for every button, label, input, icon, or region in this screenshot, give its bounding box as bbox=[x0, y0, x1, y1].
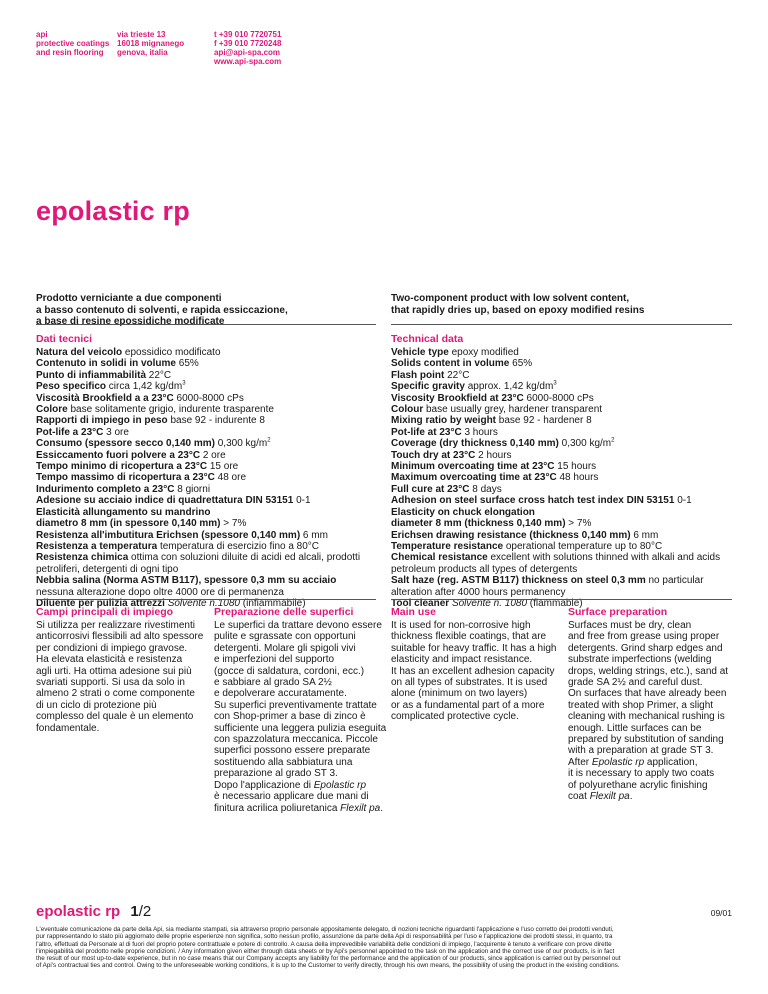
spec-row bbox=[391, 415, 736, 426]
company-address bbox=[117, 30, 184, 57]
technical-data-it bbox=[36, 333, 381, 609]
page-number: 1 bbox=[130, 903, 139, 920]
company-line: api bbox=[36, 30, 48, 39]
intro-line: that rapidly dries up, based on epoxy modified resins bbox=[391, 304, 645, 316]
spec-label: Tempo minimo di ricopertura a 23°C bbox=[36, 461, 208, 473]
spec-value-italic: Solvente n. 1080 bbox=[451, 597, 528, 609]
spec-label: Natura del veicolo bbox=[36, 347, 123, 358]
disclaimer-line: l'impiegabilità del prodotto nelle proprie condizioni. / Any information given either through data sheets or by Api's personnel appointed to the task on the application and the correct use of our products, is in fact bbox=[36, 947, 615, 955]
paragraph-line: and free from grease using proper bbox=[568, 631, 720, 643]
spec-value: 22°C bbox=[444, 369, 470, 381]
spec-value: epossidico modificato bbox=[122, 347, 221, 358]
paragraph-line: Surfaces must be dry, clean bbox=[568, 620, 692, 631]
spec-label: Peso specifico bbox=[36, 381, 107, 393]
surface-prep-section bbox=[568, 606, 738, 803]
paragraph-line: of polyurethane acrylic finishing bbox=[568, 779, 708, 791]
spec-row bbox=[391, 370, 736, 381]
spec-row bbox=[36, 472, 381, 483]
paragraph-line: con Shop-primer a base di zinco è bbox=[214, 711, 366, 723]
spec-value: circa 1,42 $kg/dm^3$ bbox=[106, 380, 186, 393]
page-title: epolastic rp bbox=[36, 196, 190, 226]
spec-row bbox=[36, 381, 381, 392]
spec-label: diameter 8 mm (thickness 0,140 mm) bbox=[391, 518, 566, 530]
spec-label: Vehicle type bbox=[391, 347, 449, 358]
address-line: via trieste 13 bbox=[117, 30, 166, 39]
spec-value: 3 ore bbox=[103, 426, 129, 438]
paragraph-line: detergenti. Molare gli spigoli vivi bbox=[214, 642, 356, 654]
spec-value: 15 hours bbox=[554, 461, 597, 473]
spec-row bbox=[391, 381, 736, 392]
spec-label: Maximum overcoating time at 23°C bbox=[391, 472, 557, 484]
paragraph-line: suitable for heavy traffic. It has a high bbox=[391, 642, 557, 654]
divider bbox=[391, 599, 732, 600]
paragraph-line: Le superfici da trattare devono essere bbox=[214, 620, 382, 631]
campi-section bbox=[36, 606, 211, 734]
spec-value: 2 hours bbox=[475, 449, 512, 461]
spec-value: 6 mm bbox=[630, 529, 659, 541]
paragraph-line: sufficiente una leggera pulizia eseguita bbox=[214, 722, 387, 734]
spec-value: 22°C bbox=[146, 369, 172, 381]
spec-row bbox=[36, 541, 381, 552]
spec-row bbox=[36, 507, 381, 518]
spec-value: temperatura di esercizio fino a 80°C bbox=[157, 540, 320, 552]
paragraph-line: anticorrosivi flessibili ad alto spessore bbox=[36, 631, 204, 643]
spec-label: Resistenza a temperatura bbox=[36, 540, 158, 552]
paragraph-line: e sabbiare al grado SA 2½ bbox=[214, 677, 332, 689]
spec-row bbox=[36, 415, 381, 426]
paragraph-line: substrate imperfections (welding bbox=[568, 654, 712, 666]
spec-label: Colour bbox=[391, 404, 424, 416]
main-use-section bbox=[391, 606, 566, 723]
spec-label: Punto di infiammabilità bbox=[36, 369, 147, 381]
spec-label: Mixing ratio by weight bbox=[391, 415, 497, 427]
paragraph-line: e depolverare accuratamente. bbox=[214, 688, 347, 700]
spec-value: no particular bbox=[645, 575, 704, 587]
spec-row bbox=[391, 575, 736, 586]
spec-label: Solids content in volume bbox=[391, 358, 510, 370]
spec-value: > 7% bbox=[565, 518, 592, 530]
spec-row bbox=[36, 450, 381, 461]
spec-row bbox=[36, 552, 381, 563]
paragraph-line: finitura acrilica poliuretanica Flexilt pa. bbox=[214, 802, 383, 814]
spec-label: diametro 8 mm (in spessore 0,140 mm) bbox=[36, 518, 221, 530]
spec-label: Salt haze (reg. ASTM B117) thickness on steel 0,3 mm bbox=[391, 575, 646, 587]
intro-line: Two-component product with low solvent content, bbox=[391, 293, 630, 304]
spec-value: base usually grey, hardener transparent bbox=[423, 404, 603, 416]
paragraph-line: (gocce di saldatura, cordoni, ecc.) bbox=[214, 665, 365, 677]
preparazione-section bbox=[214, 606, 389, 814]
paragraph-line: complicated protective cycle. bbox=[391, 711, 519, 723]
spec-value: nessuna alterazione dopo oltre 4000 ore di permanenza bbox=[36, 586, 284, 598]
paragraph-line: per condizioni di impiego gravose. bbox=[36, 642, 188, 654]
spec-row bbox=[36, 530, 381, 541]
intro-line: a basso contenuto di solventi, e rapida essiccazione, bbox=[36, 304, 288, 316]
spec-row bbox=[36, 564, 381, 575]
address-line: genova, italia bbox=[117, 48, 168, 57]
spec-value-tail: (infiammabile) bbox=[239, 597, 306, 609]
spec-value: alteration after 4000 hours permanency bbox=[391, 586, 566, 598]
spec-value: 6 mm bbox=[300, 529, 328, 541]
spec-row bbox=[36, 370, 381, 381]
spec-label: Chemical resistance bbox=[391, 552, 488, 564]
spec-value: approx. 1,42 $kg/dm^3$ bbox=[464, 380, 557, 393]
fax: f +39 010 7720248 bbox=[214, 39, 282, 48]
paragraph-line: on all types of substrates. It is used bbox=[391, 677, 548, 689]
spec-label: Tool cleaner bbox=[391, 597, 450, 609]
spec-row bbox=[391, 461, 736, 472]
divider bbox=[36, 599, 376, 600]
paragraph-line: Su superfici preventivamente trattate bbox=[214, 699, 377, 711]
section-heading: Technical data bbox=[391, 333, 464, 345]
spec-value: 8 days bbox=[469, 483, 502, 495]
spec-label: Viscosity Brookfield at 23°C bbox=[391, 392, 524, 404]
paragraph-line: pulite e sgrassate con opportuni bbox=[214, 631, 356, 643]
spec-label: Temperature resistance bbox=[391, 540, 504, 552]
spec-value-italic: Solvente n.1080 bbox=[167, 597, 240, 609]
spec-value: operational temperature up to 80°C bbox=[503, 540, 663, 552]
paragraph-line: thickness flexible coatings, that are bbox=[391, 631, 547, 643]
paragraph-line: almeno 2 strati o come componente bbox=[36, 688, 195, 700]
spec-row bbox=[391, 450, 736, 461]
spec-row bbox=[36, 484, 381, 495]
spec-label: Rapporti di impiego in peso bbox=[36, 415, 168, 427]
spec-value: base solitamente grigio, indurente trasparente bbox=[67, 404, 274, 416]
spec-row bbox=[36, 495, 381, 506]
spec-label: Coverage (dry thickness 0,140 mm) bbox=[391, 438, 559, 450]
spec-row bbox=[36, 358, 381, 369]
spec-value: 6000-8000 cPs bbox=[173, 392, 244, 404]
email-link[interactable]: api@api-spa.com bbox=[214, 48, 281, 57]
spec-row bbox=[391, 495, 736, 506]
paragraph-line: enough. Little surfaces can be bbox=[568, 722, 702, 734]
spec-label: Resistenza chimica bbox=[36, 552, 129, 564]
spec-row bbox=[391, 507, 736, 518]
disclaimer-line: l'altro, effettuati da Personale al di fuori del proprio potere contrattuale e potere di controllo. A causa della imprevedibile variabilità delle condizioni di impiego, l'acquirente è tenuto a verificare con prove dirette bbox=[36, 940, 612, 948]
spec-row bbox=[391, 427, 736, 438]
paragraph-line: prepared by substitution of sanding bbox=[568, 734, 724, 746]
company-line: protective coatings bbox=[36, 39, 110, 48]
intro-it bbox=[36, 293, 376, 328]
spec-value: 6000-8000 cPs bbox=[523, 392, 594, 404]
spec-row bbox=[36, 438, 381, 449]
spec-label: Elasticità allungamento su mandrino bbox=[36, 506, 211, 518]
paragraph-line: or as a fundamental part of a more bbox=[391, 699, 545, 711]
paragraph-line: svariati supporti. Si usa da solo in bbox=[36, 677, 185, 689]
company-contacts bbox=[214, 30, 281, 66]
spec-label: Tempo massimo di ricopertura a 23°C bbox=[36, 472, 215, 484]
disclaimer-line: L'eventuale comunicazione da parte della Api, sia mediante stampati, sia attraverso proprio personale appositamente delegato, di nozioni tecniche riguardanti l'applicazione e l'uso corretto dei prodotti venduti, bbox=[36, 926, 614, 933]
paragraph-line: complesso del quale è un elemento bbox=[36, 711, 194, 723]
spec-label: Consumo (spessore secco 0,140 mm) bbox=[36, 438, 215, 450]
paragraph-line: coat Flexilt pa. bbox=[568, 791, 633, 803]
spec-value: 0,300 $kg/m^2$ bbox=[558, 437, 615, 450]
spec-label: Adesione su acciaio indice di quadrettatura DIN 53151 bbox=[36, 495, 294, 507]
spec-value: 65% bbox=[176, 358, 199, 370]
spec-label: Full cure at 23°C bbox=[391, 483, 470, 495]
spec-row bbox=[36, 461, 381, 472]
spec-row bbox=[391, 484, 736, 495]
spec-row bbox=[391, 518, 736, 529]
spec-value: 0-1 bbox=[293, 495, 311, 507]
section-heading: Main use bbox=[391, 606, 436, 618]
spec-row bbox=[391, 587, 736, 598]
technical-data-en bbox=[391, 333, 736, 609]
page-total: /2 bbox=[138, 903, 152, 920]
phone: t +39 010 7720751 bbox=[214, 30, 282, 39]
spec-row bbox=[36, 393, 381, 404]
spec-row bbox=[36, 347, 381, 358]
company-line: and resin flooring bbox=[36, 48, 104, 57]
address-line: 16018 mignanego bbox=[117, 39, 185, 48]
paragraph-line: On surfaces that have already been bbox=[568, 688, 727, 700]
spec-row bbox=[391, 541, 736, 552]
paragraph-line: Si utilizza per realizzare rivestimenti bbox=[36, 620, 195, 631]
paragraph-line: it is necessary to apply two coats bbox=[568, 768, 715, 780]
footer-title bbox=[36, 903, 151, 920]
spec-value: 15 ore bbox=[207, 461, 239, 473]
intro-line: Prodotto verniciante a due componenti bbox=[36, 293, 222, 304]
spec-value: ottima con soluzioni diluite di acidi ed alcali, prodotti bbox=[128, 552, 361, 564]
disclaimer-line: of Api's contractual ties and control. Owing to the unforeseeable working conditions, it is up to the Customer to verify directly, through his own means, the possibility of using the product in the existing conditions. bbox=[36, 962, 620, 970]
paragraph-line: It is used for non-corrosive high bbox=[391, 620, 531, 631]
spec-label: Pot-life at 23°C bbox=[391, 426, 462, 438]
spec-label: Touch dry at 23°C bbox=[391, 449, 476, 461]
spec-label: Nebbia salina (Norma ASTM B117), spessore 0,3 mm su acciaio bbox=[36, 575, 337, 587]
spec-value: 48 hours bbox=[556, 472, 599, 484]
spec-value: 8 giorni bbox=[174, 483, 211, 495]
paragraph-line: preparazione al grado ST 3. bbox=[214, 768, 338, 780]
spec-label: Adhesion on steel surface cross hatch test index DIN 53151 bbox=[391, 495, 675, 507]
paragraph-line: superfici possono essere preparate bbox=[214, 745, 371, 757]
website-link[interactable]: www.api-spa.com bbox=[214, 57, 282, 66]
spec-label: Colore bbox=[36, 404, 68, 416]
divider bbox=[36, 324, 376, 325]
spec-row bbox=[36, 518, 381, 529]
spec-label: Elasticity on chuck elongation bbox=[391, 506, 535, 518]
spec-value: epoxy modified bbox=[448, 347, 519, 358]
spec-label: Contenuto in solidi in volume bbox=[36, 358, 176, 370]
spec-value-tail: (flammable) bbox=[527, 597, 583, 609]
spec-value: 0,300 $kg/m^2$ bbox=[214, 437, 271, 450]
spec-label: Essiccamento fuori polvere a 23°C bbox=[36, 449, 201, 461]
spec-value: > 7% bbox=[220, 518, 247, 530]
spec-row bbox=[391, 472, 736, 483]
section-heading: Campi principali di impiego bbox=[36, 606, 174, 618]
spec-row bbox=[36, 587, 381, 598]
spec-label: Erichsen drawing resistance (thickness 0,140 mm) bbox=[391, 529, 631, 541]
paragraph-line: cleaning with mechanical rushing is bbox=[568, 711, 725, 723]
paragraph-line: elasticity and impact resistance. bbox=[391, 654, 533, 666]
spec-value: 65% bbox=[509, 358, 533, 370]
intro-en bbox=[391, 293, 731, 316]
spec-row bbox=[391, 530, 736, 541]
disclaimer-line: the result of our most up-to-date experience, but in no case means that our Company accepts any liability for the performance and the application of our products, since application is carried out by personnel out bbox=[36, 955, 621, 963]
paragraph-line: Ha elevata elasticità e resistenza bbox=[36, 654, 183, 666]
paragraph-line: fondamentale. bbox=[36, 722, 100, 734]
paragraph-line: After Epolastic rp application, bbox=[568, 756, 698, 768]
spec-value: 3 hours bbox=[461, 426, 498, 438]
spec-row bbox=[391, 347, 736, 358]
paragraph-line: grade SA 2½ and careful dust. bbox=[568, 677, 703, 689]
intro-line: a base di resine epossidiche modificate bbox=[36, 316, 225, 327]
spec-value: 2 ore bbox=[200, 449, 226, 461]
spec-row bbox=[36, 575, 381, 586]
spec-label: Specific gravity bbox=[391, 381, 465, 393]
company-name bbox=[36, 30, 109, 57]
spec-value: base 92 - hardener 8 bbox=[496, 415, 592, 427]
paragraph-line: con spazzolatura meccanica. Piccole bbox=[214, 734, 378, 746]
paragraph-line: sostituendo alla sabbiatura una bbox=[214, 756, 353, 768]
spec-row bbox=[391, 552, 736, 563]
spec-label: Minimum overcoating time at 23°C bbox=[391, 461, 555, 473]
spec-value: petroliferi, detergenti di ogni tipo bbox=[36, 563, 179, 575]
spec-row bbox=[36, 404, 381, 415]
revision-date: 09/01 bbox=[710, 908, 732, 918]
spec-label: Resistenza all'imbutitura Erichsen (spessore 0,140 mm) bbox=[36, 529, 301, 541]
paragraph-line: è necessario applicare due mani di bbox=[214, 791, 369, 803]
spec-row bbox=[391, 564, 736, 575]
spec-value: petroleum products all types of detergents bbox=[391, 563, 578, 575]
paragraph-line: agli urti. Ha ottima adesione sui più bbox=[36, 665, 192, 677]
spec-value: 48 ore bbox=[214, 472, 247, 484]
paragraph-line: Dopo l'applicazione di Epolastic rp bbox=[214, 779, 367, 791]
spec-value: 0-1 bbox=[674, 495, 692, 507]
divider bbox=[391, 324, 732, 325]
section-heading: Surface preparation bbox=[568, 606, 668, 618]
paragraph-line: It has an excellent adhesion capacity bbox=[391, 665, 555, 677]
spec-label: Flash point bbox=[391, 369, 445, 381]
paragraph-line: treated with shop Primer, a slight bbox=[568, 699, 714, 711]
disclaimer bbox=[36, 926, 736, 970]
spec-row bbox=[391, 358, 736, 369]
spec-row bbox=[391, 404, 736, 415]
spec-label: Viscosità Brookfield a a 23°C bbox=[36, 392, 174, 404]
spec-value: base 92 - indurente 8 bbox=[167, 415, 265, 427]
spec-value: excellent with solutions thinned with alkali and acids bbox=[487, 552, 721, 564]
footer-product: epolastic rp bbox=[36, 903, 121, 920]
paragraph-line: detergents. Grind sharp edges and bbox=[568, 642, 723, 654]
spec-row bbox=[391, 393, 736, 404]
spec-label: Pot-life a 23°C bbox=[36, 426, 104, 438]
paragraph-line: e imperfezioni del supporto bbox=[214, 654, 335, 666]
paragraph-line: with a preparation at grade ST 3. bbox=[568, 745, 714, 757]
paragraph-line: alone (minimum on two layers) bbox=[391, 688, 528, 700]
spec-label: Indurimento completo a 23°C bbox=[36, 483, 175, 495]
paragraph-line: di un ciclo di protezione più bbox=[36, 699, 157, 711]
disclaimer-line: pur rappresentando lo stato più aggiornato delle proprie esperienze non significa, sotto nessun profilo, assunzione da parte della Api di responsabilità per l'uso e l'applicazione dei prodotti stessi, in quanto, tra bbox=[36, 933, 613, 941]
section-heading: Preparazione delle superfici bbox=[214, 606, 354, 618]
spec-row bbox=[391, 438, 736, 449]
section-heading: Dati tecnici bbox=[36, 333, 93, 345]
paragraph-line: drops, welding strings, etc.), sand at bbox=[568, 665, 729, 677]
spec-label: Diluente per pulizia attrezzi bbox=[36, 597, 165, 609]
spec-row bbox=[36, 427, 381, 438]
